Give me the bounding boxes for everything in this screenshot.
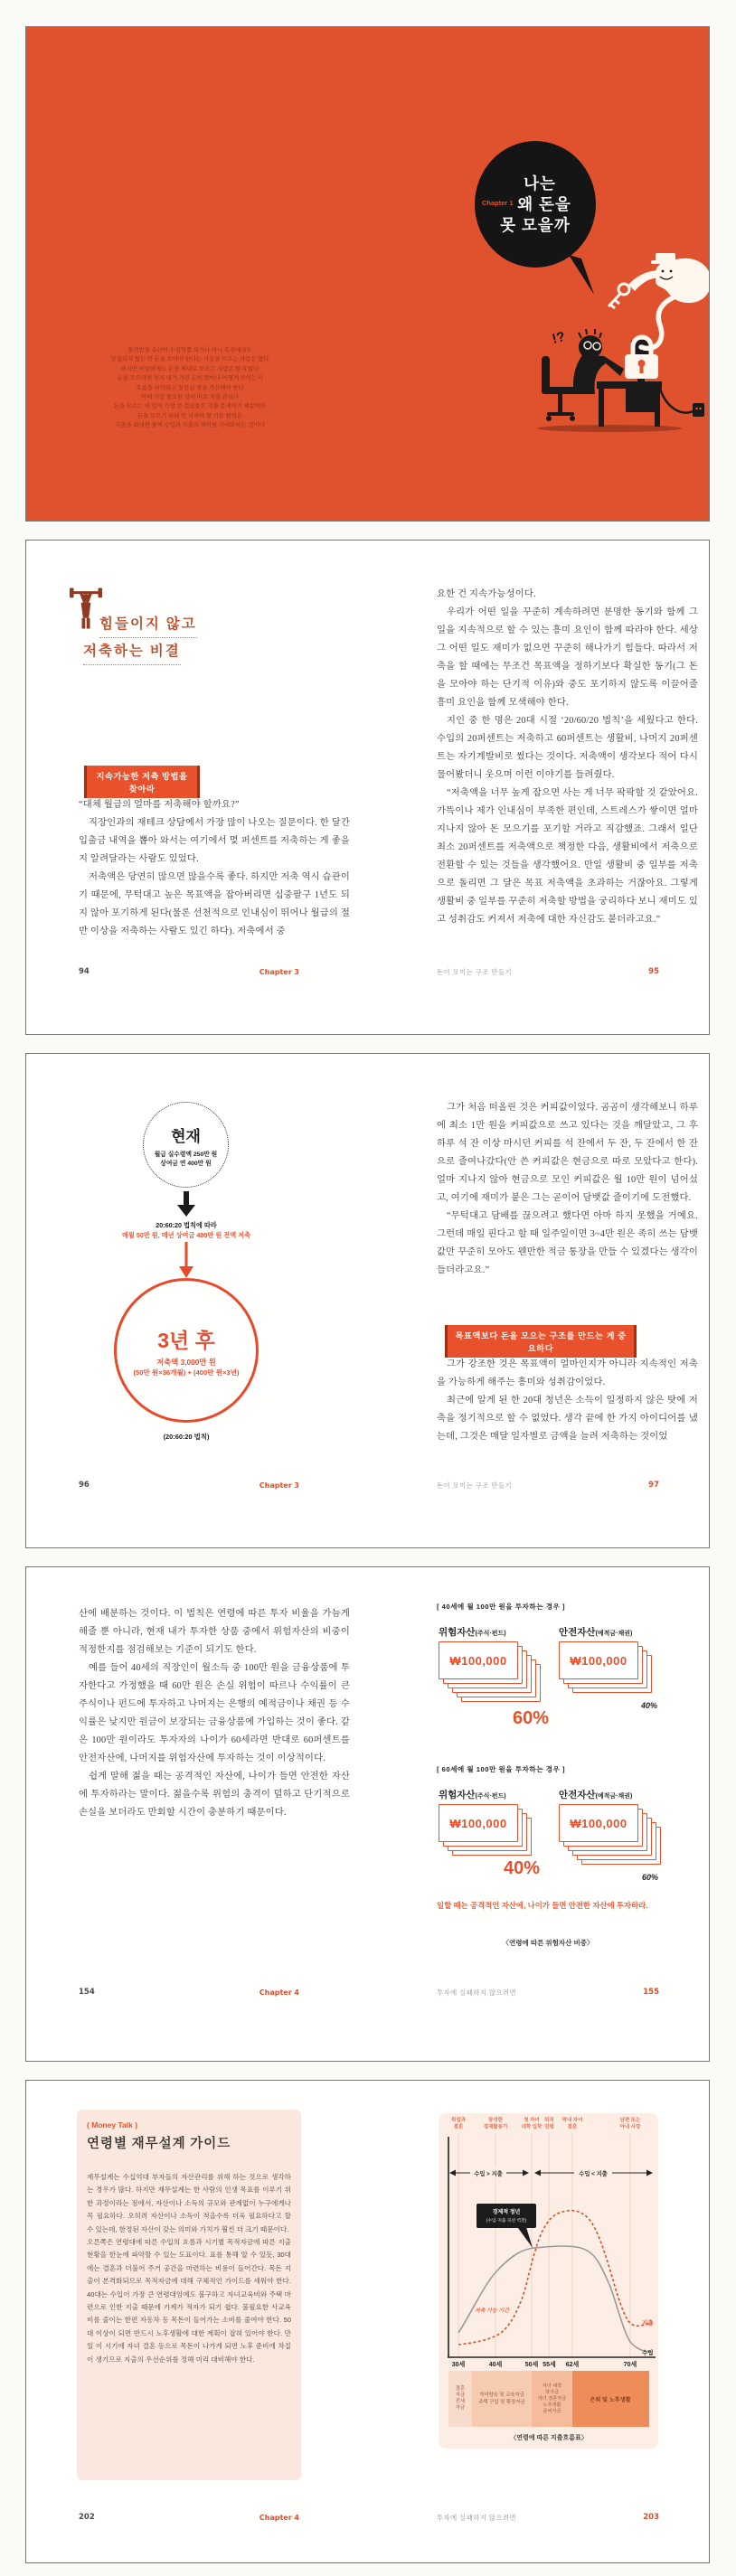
page-203: [26, 2081, 709, 2562]
page-155: [26, 1567, 709, 2061]
section-badge: 목표액보다 돈을 모으는 구조를 만드는 게 중요하다: [445, 1325, 637, 1358]
cover-intro-text: [86, 346, 294, 431]
hat-icon: [656, 253, 675, 261]
page-number: 94: [79, 967, 90, 976]
paragraph: 쉽게 말해 젊을 때는 공격적인 자산에, 나이가 들면 안전한 자산에 투자하라는 말이다. 젊을수록 위험의 충격이 덜하고 단기적으로 손실을 보더라도 만회할 시간이 충분하기 때문이다.: [79, 1772, 350, 1818]
paragraph: 우리가 어떤 일을 꾸준히 계속하려면 분명한 동기와 함께 그 일을 지속적으로 할 수 있는 흥미 요인이 함께 따라야 한다. 세상 그 어떤 일도 재미가 없으면 꾸준히 해나가기 힘들다. 따라서 저축을 할 때에는 무조건 목표액을 정하기보다 확실한 동기(그 돈을 모아야 하는 단기적 이유)와 중도 포기하지 않도록 이끌어줄 흥미 요인을 함께 모색해야 한다.: [437, 607, 698, 708]
svg-text:40세: 40세: [488, 2362, 503, 2368]
asset-name: 안전자산: [559, 1790, 596, 1800]
now-detail: 상여금 연 400만 원: [160, 1160, 212, 1167]
gridlines: [458, 2133, 630, 2357]
body-text: [437, 1099, 698, 1280]
money-stack-safe-40: [559, 1641, 658, 1700]
safe-percent: 40%: [641, 1701, 658, 1710]
svg-text:남편 또는: 남편 또는: [619, 2118, 641, 2123]
paragraph: “대체 월급의 얼마를 저축해야 할까요?”: [79, 800, 240, 810]
savings-period-label: 저축 가능 기간: [475, 2308, 510, 2314]
page-number: 202: [79, 2513, 95, 2522]
future-title: 3년 후: [157, 1328, 215, 1352]
section-title-line: 힘들이지 않고: [99, 613, 197, 638]
genie-figure: [609, 253, 710, 348]
income-curve: [458, 2246, 652, 2352]
paragraph: 최근에 알게 된 한 20대 청년은 소득이 일정하지 않은 탓에 저축을 정기적으로 할 수 없었다. 생각 끝에 한 가지 아이디어를 냈는데, 그것은 매달 일자별로 금액을 늘려 저축하는 것이었: [437, 1396, 698, 1442]
paragraph: 직장인과의 재테크 상담에서 가장 많이 나오는 질문이다. 한 달간 입출금 내역을 뽑아 와서는 여기에서 몇 퍼센트를 저축하는 게 좋을지 알려달라는 사람도 있었다.: [79, 818, 350, 864]
spread-94-95: [25, 540, 710, 1035]
asset-subname: (주식·펀드): [475, 1793, 506, 1800]
body-text: [437, 586, 698, 929]
svg-text:55세: 55세: [543, 2362, 556, 2368]
now-title: 현재: [171, 1127, 201, 1145]
cover-intro-line: 돈을 모으는 데 있어 가장 큰 걸림돌은 지출 문제이기 때문이다: [113, 403, 267, 410]
safe-percent: 60%: [642, 1873, 659, 1882]
exclamation-question-icon: !?: [550, 328, 567, 347]
page-number: 97: [648, 1481, 659, 1490]
life-stage-chart: [439, 2113, 658, 2449]
income-series-label: 수입: [642, 2350, 654, 2356]
diagram-caption: 〈연령에 따른 위험자산 비중〉: [502, 1939, 594, 1947]
svg-text:자녀 결혼자금: 자녀 결혼자금: [537, 2396, 567, 2402]
spread-154-155: [25, 1566, 710, 2062]
risky-percent: 40%: [504, 1858, 541, 1878]
section-title-line: 저축하는 비결: [83, 640, 181, 665]
cover-title-line: 왜 돈을: [517, 194, 571, 213]
chapter-footer-label: Chapter 3: [259, 968, 299, 976]
svg-text:아내 사망: 아내 사망: [619, 2124, 641, 2130]
asset-name: 안전자산: [559, 1627, 596, 1638]
paragraph: 지인 중 한 명은 20대 시절 ‘20/60/20 법칙’을 세웠다고 한다. 수입의 20퍼센트는 저축하고 60퍼센트는 생활비, 나머지 20퍼센트는 자기계발비로 썼다는 것이다. 저축액이 생각보다 적어 다시 물어봤더니 웃으며 이런 이야기를 들려줬다.: [437, 716, 698, 780]
cover-intro-line: 돈을 모으기 위해 꼭 지켜야 할 기본 원칙은: [137, 412, 243, 419]
cover-intro-line: 지출을 최대한 줄여 수입과 지출의 차이를 극대화하는 것이다: [115, 422, 265, 429]
running-title: 돈이 모이는 구조 만들기: [437, 968, 513, 976]
safe-asset-label: [559, 1623, 632, 1640]
svg-text:대학 입학: 대학 입학: [521, 2124, 543, 2130]
future-detail: (50만 원×36개월) + (400만 원×3년): [133, 1368, 240, 1377]
cover-intro-line: 이때 가장 중요한 것이 바로 지출 관리다: [140, 394, 240, 401]
risky-percent: 60%: [513, 1708, 550, 1728]
diagram-takeaway: 일할 때는 공격적인 자산에, 나이가 들면 안전한 자산에 투자하라.: [437, 1901, 648, 1910]
power-cord-icon: [660, 389, 704, 417]
cover-title-line: 나는: [524, 174, 556, 193]
bill-value: ₩100,000: [449, 1816, 507, 1830]
svg-text:자금: 자금: [455, 2393, 466, 2398]
asset-subname: (주식·펀드): [475, 1631, 506, 1637]
svg-text:취업과: 취업과: [451, 2118, 466, 2123]
svg-text:62세: 62세: [565, 2362, 580, 2368]
rule-label: 20:60:20 법칙에 따라: [156, 1221, 217, 1229]
cover-intro-line: 돈을 모으려면 먼저 내가 가진 돈이 얼마나 어떻게 쓰이는지: [117, 375, 263, 382]
svg-text:주택 구입 및 확장자금: 주택 구입 및 확장자금: [478, 2400, 525, 2405]
risky-asset-label: [439, 1786, 506, 1802]
paragraph: 산에 배분하는 것이다. 이 법칙은 연령에 따른 투자 비율을 가늠게 해줄 뿐 아니라, 현재 내가 투자한 상품 중에서 위험자산의 비중이 적정한지를 점검해보는 기준이 되기도 한다.: [79, 1609, 350, 1655]
paragraph: “무턱대고 담배를 끊으려고 했다면 아마 하지 못했을 거예요. 그런데 매일 핀다고 할 때 일주일이면 3~4만 원은 족히 쓰는 담뱃값만 꾸준히 모아도 웬만한 적금 통장을 만들 수 있겠다는 생각이 들더라고요.”: [437, 1211, 698, 1275]
svg-text:막내 자녀: 막내 자녀: [561, 2118, 583, 2123]
asset-name: 위험자산: [439, 1790, 476, 1800]
page-97: [26, 1054, 709, 1547]
paragraph: 오른쪽은 연령대에 따른 수입의 흐름과 시기별 목적자금에 따른 지출 현황을 한눈에 파악할 수 있는 도표이다. 표를 통해 알 수 있듯, 30대에는 결혼과 더불어 주거 공간을 마련하는 비용이 들어간다. 목돈 지출이 본격화되므로 목적자금에 대해 구체적인 가이드를 세워야 한다. 40대는 수입이 가장 큰 연령대임에도 불구하고 자녀교육비와 주택 마련으로 인한 지출 때문에 가계가 적자가 되기 쉽다. 불필요한 사교육비를 줄이는 한편 자동차 등 목돈이 들어가는 소비를 줄여야 한다. 50대 이상이 되면 반드시 노후생활에 대한 계획이 잡혀 있어야 한다. 만일 이 시기에 자녀 결혼 등으로 목돈이 나가게 되면 노후 준비에 차질이 생기므로 지출의 우선순위를 정해 미리 대비해야 한다.: [87, 2238, 291, 2364]
spread-202-203: [25, 2080, 710, 2563]
allocation-heading-40: [ 40세에 월 100만 원을 투자하는 경우 ]: [437, 1603, 565, 1611]
paragraph: 예를 들어 40세의 직장인이 월소득 중 100만 원을 금융상품에 투자한다고 가정했을 때 60만 원은 손실 위험이 따르나 수익률이 큰 주식이나 펀드에 투자하고 나머지는 은행의 예적금이나 채권 등 수익률은 낮지만 원금이 보장되는 금융상품에 가입하는 것이 좋다. 같은 100만 원이라도 투자자의 나이가 60세라면 반대로 60퍼센트를 안전자산에, 나머지를 위험자산에 투자하는 것이 이상적이다.: [79, 1663, 350, 1763]
svg-text:왕성한: 왕성한: [488, 2118, 503, 2123]
allocation-heading-60: [ 60세에 월 100만 원을 투자하는 경우 ]: [437, 1765, 565, 1773]
svg-text:결혼: 결혼: [455, 2386, 466, 2392]
svg-text:30세: 30세: [451, 2362, 466, 2368]
cover-intro-line: 당첨되지 않는 한 돈을 모아야 한다는 사실을 모르는 사람은 없다: [110, 356, 269, 363]
paragraph: 요한 건 지속가능성이다.: [437, 589, 536, 599]
cover-intro-line: 흐름을 파악하고 잘못된 점을 개선해야 한다: [136, 384, 244, 391]
life-event-labels: [451, 2116, 641, 2130]
money-stack-risky-40: [439, 1804, 538, 1863]
svg-text:자녀양육 및 교육자금: 자녀양육 및 교육자금: [479, 2393, 524, 2398]
cover-title-line: 못 모을까: [500, 215, 571, 234]
body-text: [437, 1356, 698, 1446]
bill-value: ₩100,000: [570, 1816, 627, 1830]
bill-value: ₩100,000: [449, 1653, 507, 1668]
svg-text:학자금: 학자금: [544, 2390, 560, 2395]
svg-text:준비자금: 준비자금: [543, 2409, 561, 2414]
chapter-number-label: Chapter 1: [482, 199, 514, 207]
phase-right-label: 수입 < 지출: [579, 2171, 608, 2177]
svg-text:50세: 50세: [524, 2362, 539, 2368]
svg-text:노후생활: 노후생활: [543, 2402, 561, 2408]
key-icon: [609, 284, 629, 308]
paragraph: 그가 강조한 것은 목표액이 얼마인지가 아니라 지속적인 저축을 가능하게 해주는 흥미와 성취감이었다.: [437, 1359, 698, 1387]
running-title: 투자에 실패하지 않으려면: [437, 1988, 517, 1997]
svg-text:70세: 70세: [623, 2362, 637, 2368]
page-number: 203: [643, 2513, 659, 2522]
svg-text:경제적 정년: 경제적 정년: [492, 2210, 521, 2215]
bill-value: ₩100,000: [570, 1653, 627, 1668]
svg-text:연령: 연령: [544, 2124, 554, 2130]
svg-text:첫 자녀: 첫 자녀: [524, 2118, 540, 2123]
svg-text:전세: 전세: [455, 2399, 466, 2404]
paragraph: “저축액을 너무 높게 잡으면 사는 게 너무 팍팍할 것 같았어요. 가뜩이나 제가 인내심이 부족한 편인데, 스트레스가 쌓이면 얼마 지나지 않아 돈 모으기를 포기할 거라고 직감했죠. 그래서 일단 최소 20퍼센트를 저축액으로 책정한 다음, 생활비에서 저축으로 전환할 수 있는 것들을 생각했어요. 만일 생활비 중 일부를 저축으로 돌리면 그 달은 목표 저축액을 초과하는 거잖아요. 그렇게 생활비 중 일부를 꾸준히 저축할 방법을 궁리하다 보니 재미도 있고 성취감도 커져서 저축에 대한 자신감도 붙더라고요.”: [437, 788, 698, 925]
x-tick-labels: [452, 2360, 637, 2368]
asset-name: 위험자산: [439, 1627, 476, 1638]
svg-text:결혼: 결혼: [567, 2124, 578, 2130]
speech-bubble: [475, 141, 596, 268]
cover-illustration: [519, 253, 710, 438]
paragraph: 재무설계는 수십억대 부자들의 자산관리를 위해 하는 것으로 생각하는 경우가 많다. 하지만 재무설계는 한 사람의 인생 목표를 이루기 위한 과정이라는 점에서, 자산이나 소득의 규모와 관계없이 누구에게나 꼭 필요하다. 오히려 자산이나 소득이 적을수록 더욱 필요하다고 할 수 있는데, 한정된 자산이 갖는 의미와 가치가 훨씬 더 크기 때문이다.: [87, 2173, 291, 2233]
spending-series-label: 지출: [642, 2320, 654, 2327]
chapter-footer-label: Chapter 3: [259, 1481, 299, 1490]
asset-subname: (예적금·채권): [595, 1793, 633, 1800]
expense-bands: [448, 2371, 649, 2427]
running-title: 투자에 실패하지 않으려면: [437, 2514, 517, 2522]
diagram-caption: (20:60:20 법칙): [163, 1433, 210, 1441]
risky-asset-label: [439, 1623, 506, 1640]
now-detail: 월급 실수령액 250만 원: [154, 1151, 218, 1158]
svg-text:결혼: 결혼: [453, 2124, 464, 2130]
money-stack-risky-60: [439, 1641, 547, 1709]
section-badge: 지속가능한 저축 방법을 찾아라: [84, 766, 200, 798]
book-cover: [25, 26, 710, 522]
money-talk-tag: ( Money Talk ): [87, 2120, 138, 2129]
spread-96-97: [25, 1053, 710, 1548]
page-95: [26, 541, 709, 1034]
page-number: 154: [79, 1988, 95, 1997]
svg-text:(수입·지출 곡선 역전): (수입·지출 곡선 역전): [486, 2219, 527, 2223]
cover-intro-line: 하지만 이상하게도 돈을 제대로 모으는 사람은 많지 않다: [120, 365, 259, 372]
phase-left-label: 수입 > 지출: [474, 2171, 503, 2177]
svg-text:퇴직: 퇴직: [544, 2118, 554, 2123]
svg-text:자녀 대학: 자녀 대학: [542, 2383, 562, 2389]
svg-text:자금: 자금: [455, 2405, 466, 2411]
svg-text:은퇴 및 노후생활: 은퇴 및 노후생활: [590, 2397, 631, 2403]
rule-highlight-label: 매월 50만 원, 매년 상여금 400만 원 전액 저축: [121, 1231, 251, 1239]
income-spending-chart: [439, 2113, 658, 2449]
money-stack-safe-60: [559, 1804, 667, 1872]
page-number: 155: [643, 1988, 659, 1997]
money-talk-title: 연령별 재무설계 가이드: [87, 2137, 231, 2151]
chapter-footer-label: Chapter 4: [259, 1988, 299, 1997]
page-number: 95: [648, 967, 659, 976]
future-detail: 저축액 3,000만 원: [156, 1357, 216, 1367]
paragraph: 그가 처음 떠올린 것은 커피값이었다. 곰곰이 생각해보니 하루에 최소 1만 원을 커피값으로 쓰고 있다는 것을 깨달았고, 그 후 하루 석 잔 이상 마시던 커피를 석 잔에서 두 잔, 두 잔에서 한 잔으로 줄여나갔다(안 쓴 커피값은 현금으로 따로 모았다고 한다). 얼마 지나지 않아 현금으로 모인 커피값은 월 10만 원이 넘어섰고, 여기에 재미가 붙은 그는 곧이어 담뱃값 줄이기에 도전했다.: [437, 1103, 698, 1203]
paragraph: 저축액은 당연히 많으면 많을수록 좋다. 하지만 저축 역시 습관이기 때문에, 무턱대고 높은 목표액을 잡아버리면 십중팔구 1년도 되지 않아 포기하게 된다(물론 선천적으로 인내심이 뛰어나 월급의 절반 이상을 저축하는 사람도 있긴 하다). 저축에서 중: [79, 872, 350, 936]
running-title: 돈이 모이는 구조 만들기: [437, 1481, 513, 1490]
safe-asset-label: [559, 1786, 632, 1802]
chapter-footer-label: Chapter 4: [259, 2514, 299, 2522]
chart-caption: 〈연령에 따른 지출흐름표〉: [510, 2435, 588, 2441]
cover-intro-line: 물려받을 유산이 수십억쯤 되거나 아니 복권에라도: [127, 347, 252, 353]
svg-text:경제활동기: 경제활동기: [483, 2124, 508, 2130]
page-number: 96: [79, 1481, 90, 1490]
crossover-callout: [477, 2204, 536, 2248]
asset-subname: (예적금·채권): [595, 1631, 633, 1637]
